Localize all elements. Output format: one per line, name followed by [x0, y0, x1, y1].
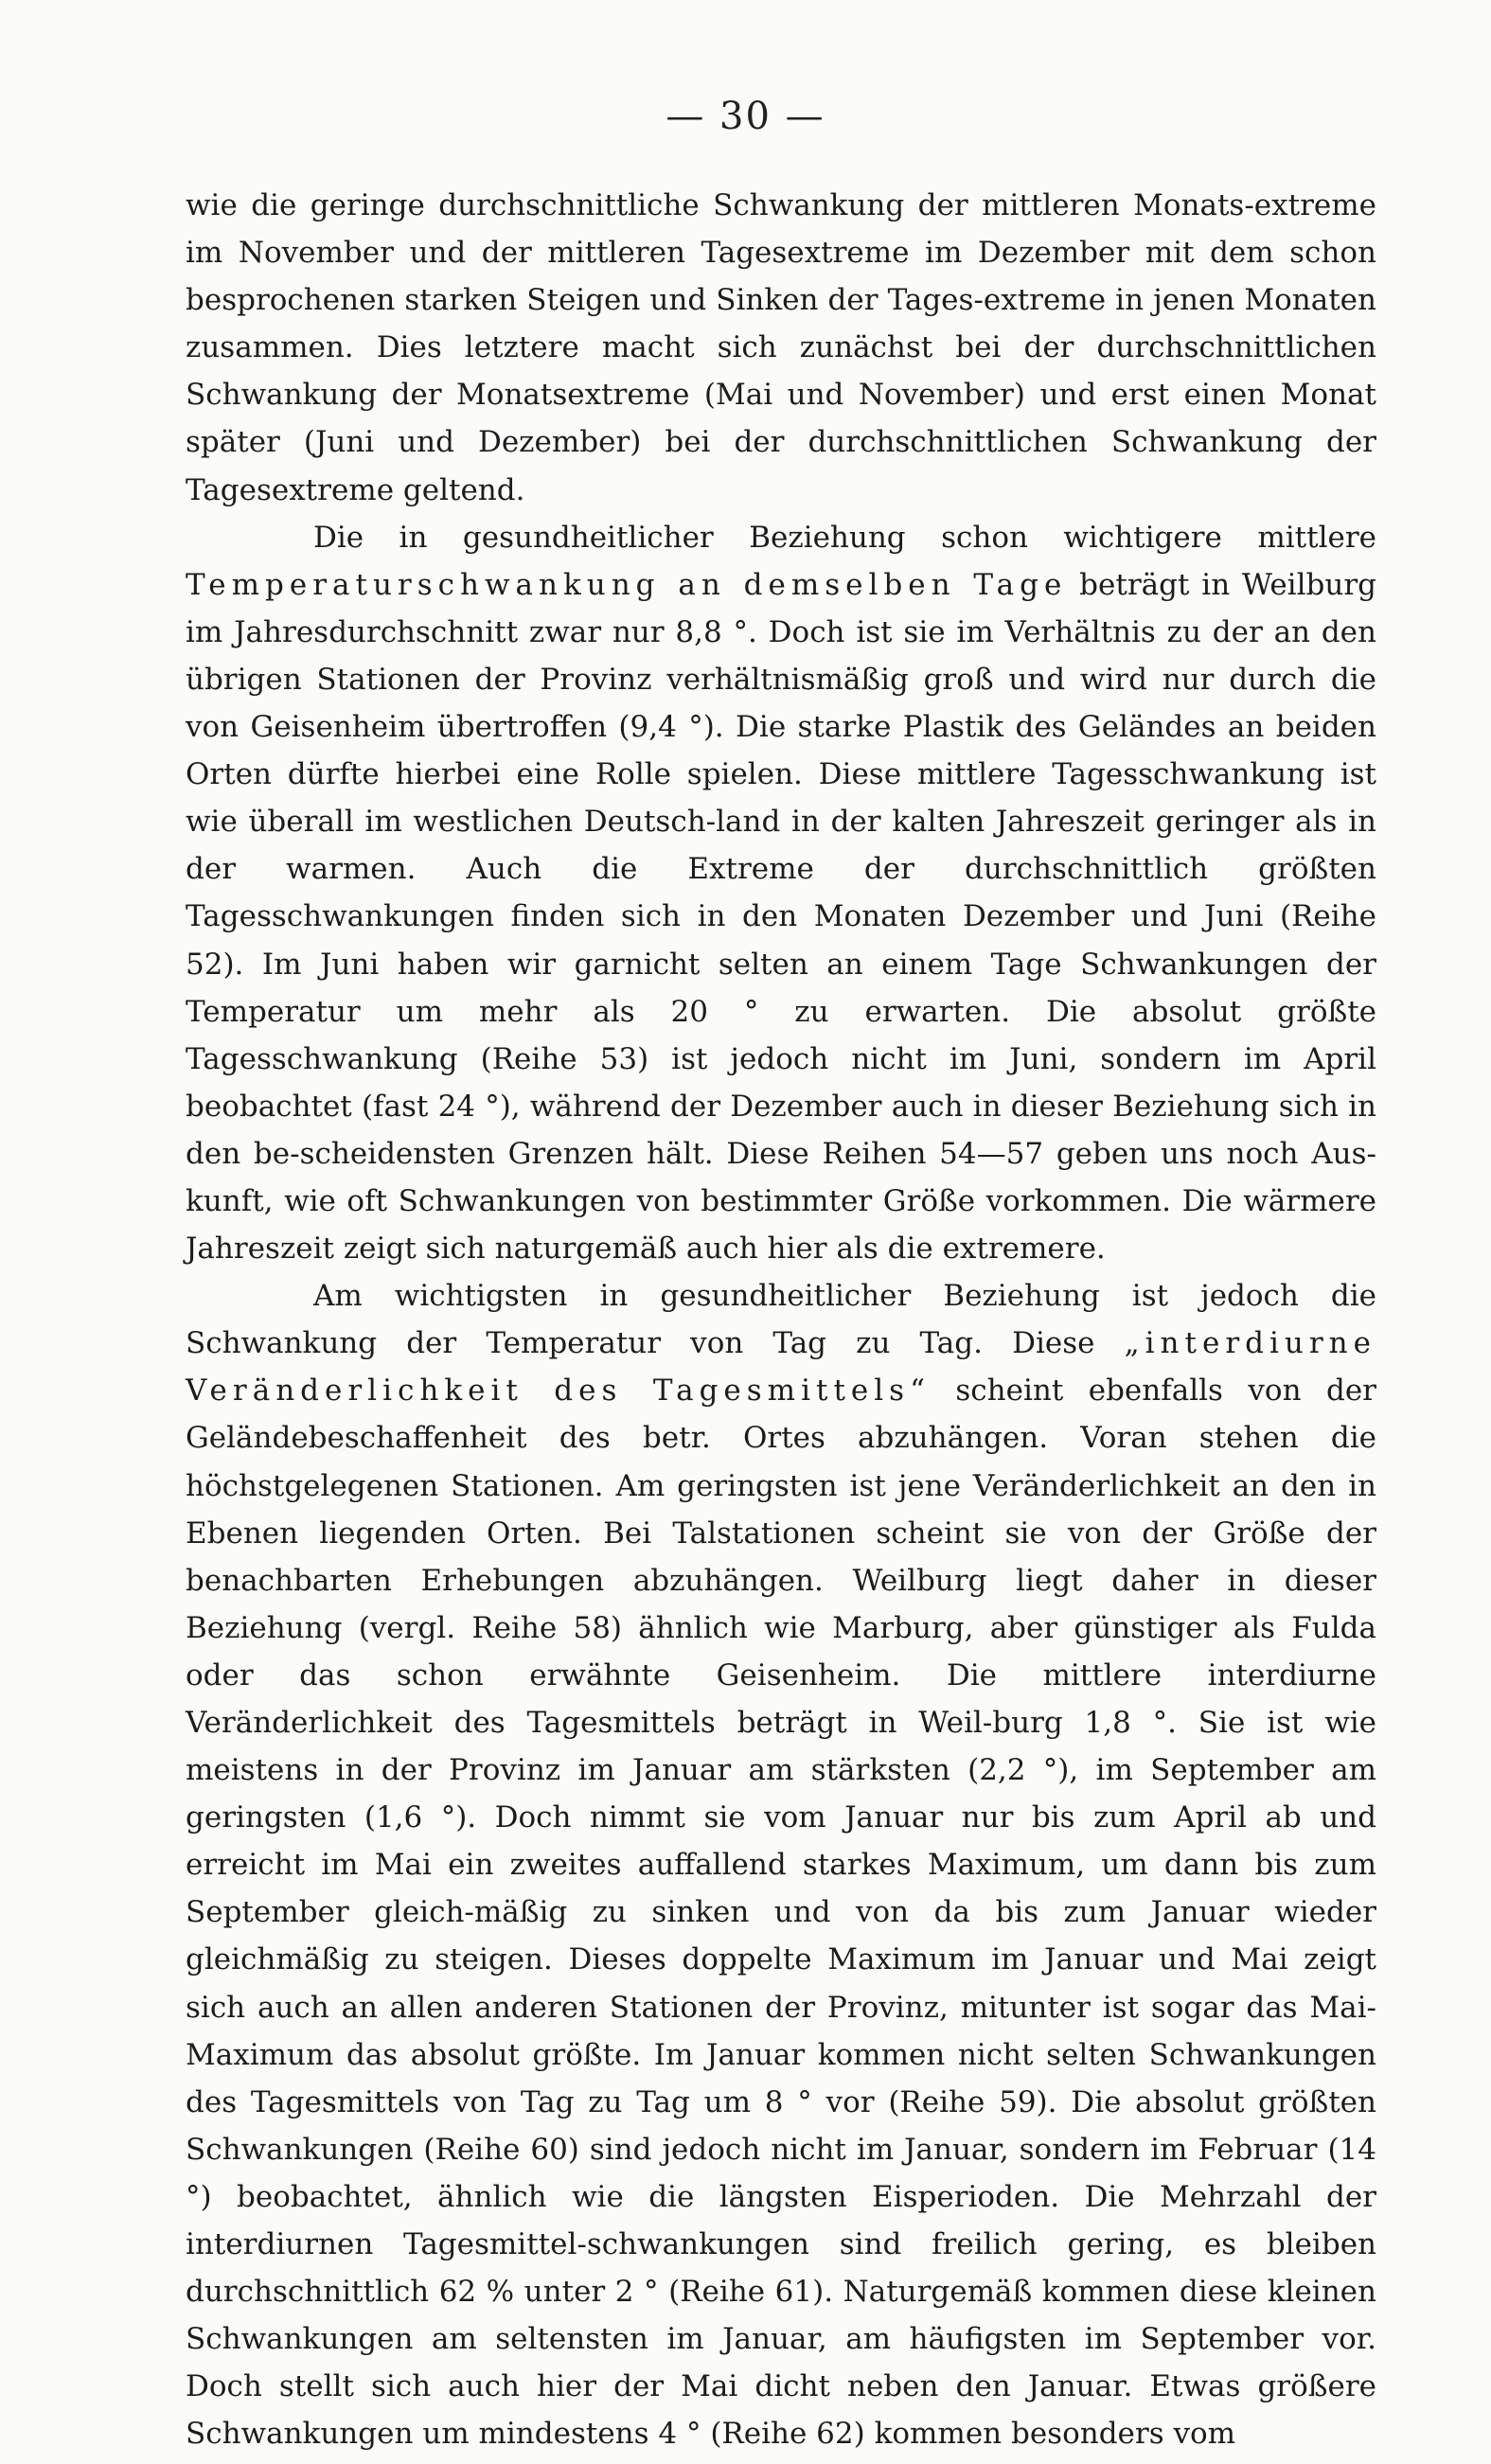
- paragraph-2-lead: Die in gesundheitlicher Beziehung schon wichtigere mittlere: [313, 520, 1376, 555]
- paragraph-1: wie die geringe durchschnittliche Schwankung der mittleren Monats-extreme im November und der mittleren Tagesextreme im Dezember mit dem schon besprochenen starken Steigen und Sinken der Tages-extreme in jenen Monaten zusammen. Dies letztere macht sich zunächst bei der durchschnittlichen Schwankung der Monatsextreme (Mai und November) und erst einen Monat später (Juni und Dezember) bei der durchschnittlichen Schwankung der Tagesextreme geltend.: [186, 188, 1376, 507]
- paragraph-2: [186, 514, 1376, 1273]
- paragraph-3-body: scheint ebenfalls von der Geländebeschaffenheit des betr. Ortes abzuhängen. Voran stehen die höchstgelegenen Stationen. Am geringsten ist jene Veränderlichkeit an den in Ebenen liegenden Orten. Bei Talstationen scheint sie von der Größe der benachbarten Erhebungen abzuhängen. Weilburg liegt daher in dieser Beziehung (vergl. Reihe 58) ähnlich wie Marburg, aber günstiger als Fulda oder das schon erwähnte Geisenheim. Die mittlere interdiurne Veränderlichkeit des Tagesmittels beträgt in Weil-burg 1,8 °. Sie ist wie meistens in der Provinz im Januar am stärksten (2,2 °), im September am geringsten (1,6 °). Doch nimmt sie vom Januar nur bis zum April ab und erreicht im Mai ein zweites auffallend starkes Maximum, um dann bis zum September gleich-mäßig zu sinken und von da bis zum Januar wieder gleichmäßig zu steigen. Dieses doppelte Maximum im Januar und Mai zeigt sich auch an allen anderen Stationen der Provinz, mitunter ist sogar das Mai-Maximum das absolut größte. Im Januar kommen nicht selten Schwankungen des Tagesmittels von Tag zu Tag um 8 ° vor (Reihe 59). Die absolut größten Schwankungen (Reihe 60) sind jedoch nicht im Januar, sondern im Februar (14 °) beobachtet, ähnlich wie die längsten Eisperioden. Die Mehrzahl der interdiurnen Tagesmittel-schwankungen sind freilich gering, es bleiben durchschnittlich 62 % unter 2 ° (Reihe 61). Naturgemäß kommen diese kleinen Schwankungen am seltensten im Januar, am häufigsten im September vor. Doch stellt sich auch hier der Mai dicht neben den Januar. Etwas größere Schwankungen um mindestens 4 ° (Reihe 62) kommen besonders vom: [186, 1374, 1376, 2452]
- page-number: — 30 —: [666, 95, 825, 138]
- paragraph-2-emphasis: Temperaturschwankung an demselben Tage: [186, 567, 1068, 602]
- paragraph-3-emphasis: „interdiurne Veränderlichkeit des Tagesmittels“: [186, 1326, 1376, 1409]
- paragraph-2-body: beträgt in Weilburg im Jahresdurchschnitt zwar nur 8,8 °. Doch ist sie im Verhältnis zu der an den übrigen Stationen der Provinz verhältnismäßig groß und wird nur durch die von Geisenheim übertroffen (9,4 °). Die starke Plastik des Geländes an beiden Orten dürfte hierbei eine Rolle spielen. Diese mittlere Tagesschwankung ist wie überall im westlichen Deutsch-land in der kalten Jahreszeit geringer als in der warmen. Auch die Extreme der durchschnittlich größten Tagesschwankungen finden sich in den Monaten Dezember und Juni (Reihe 52). Im Juni haben wir garnicht selten an einem Tage Schwankungen der Temperatur um mehr als 20 ° zu erwarten. Die absolut größte Tagesschwankung (Reihe 53) ist jedoch nicht im Juni, sondern im April beobachtet (fast 24 °), während der Dezember auch in dieser Beziehung sich in den be-scheidensten Grenzen hält. Diese Reihen 54—57 geben uns noch Aus-kunft, wie oft Schwankungen von bestimmter Größe vorkommen. Die wärmere Jahreszeit zeigt sich naturgemäß auch hier als die extremere.: [186, 567, 1376, 1267]
- body-text: [186, 182, 1376, 2458]
- paragraph-3: [186, 1272, 1376, 2457]
- paragraph-3-lead: Am wichtigsten in gesundheitlicher Beziehung ist jedoch die Schwankung der Temperatur von Tag zu Tag. Diese: [186, 1279, 1376, 1361]
